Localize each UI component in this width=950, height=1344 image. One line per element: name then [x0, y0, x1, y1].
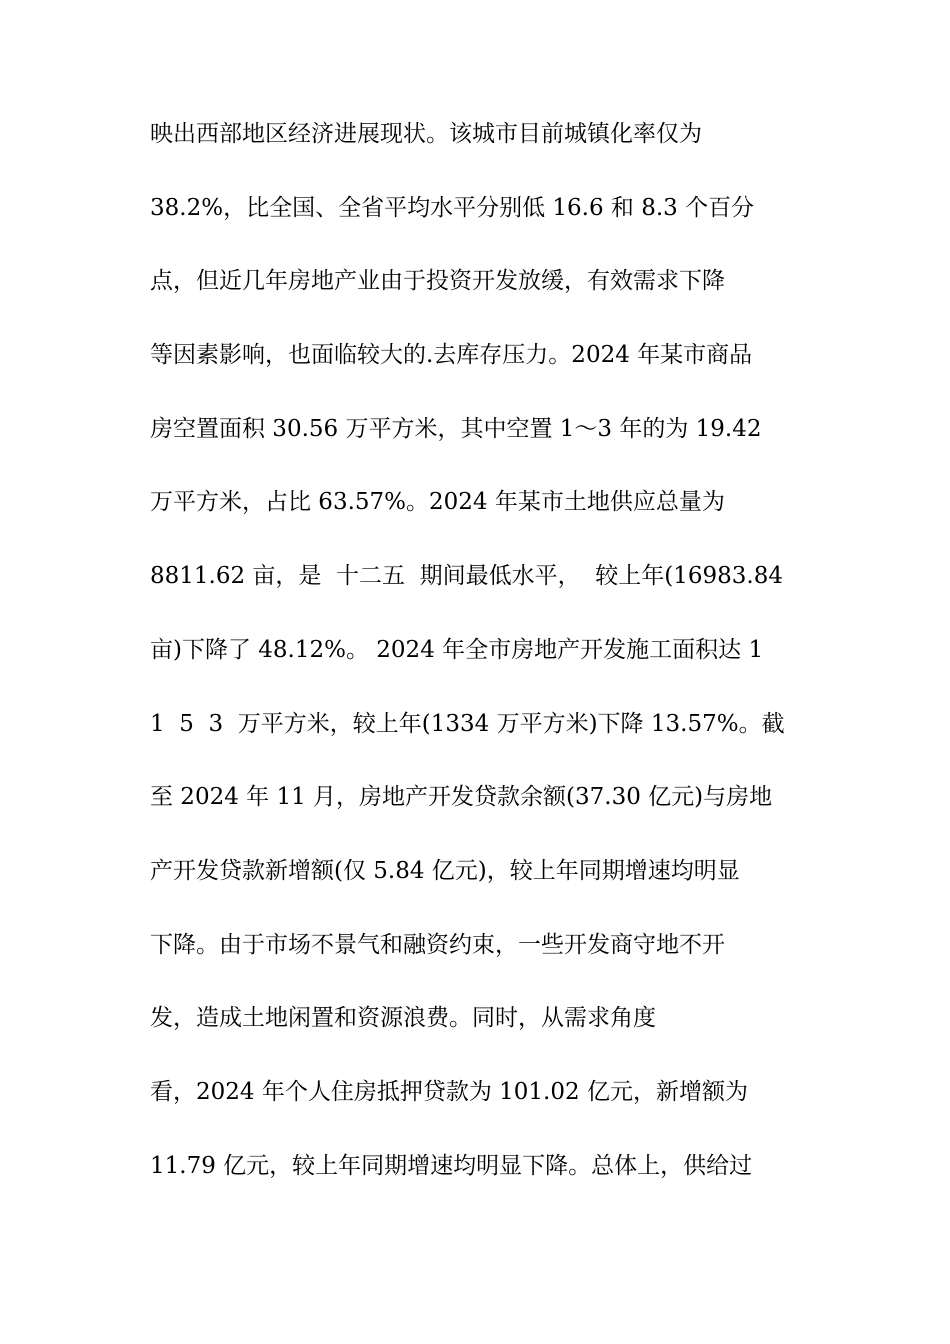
text-line-13: 发，造成土地闲置和资源浪费。同时，从需求角度 — [150, 1005, 656, 1032]
text-line-10: 至 2024 年 11 月，房地产开发贷款余额(37.30 亿元)与房地 — [150, 784, 773, 811]
text-line-11: 产开发贷款新增额(仅 5.84 亿元)，较上年同期增速均明显 — [150, 857, 740, 884]
text-line-8: 亩)下降了 48.12%。 2024 年全市房地产开发施工面积达 1 — [150, 636, 764, 663]
text-line-12: 下降。由于市场不景气和融资约束，一些开发商守地不开 — [150, 931, 725, 958]
text-line-3: 点，但近几年房地产业由于投资开发放缓，有效需求下降 — [150, 268, 725, 295]
text-line-14: 看，2024 年个人住房抵押贷款为 101.02 亿元，新增额为 — [150, 1078, 748, 1105]
text-line-1: 映出西部地区经济进展现状。该城市目前城镇化率仅为 — [150, 121, 702, 147]
text-line-4: 等因素影响，也面临较大的.去库存压力。2024 年某市商品 — [150, 342, 753, 369]
text-line-6: 万平方米，占比 63.57%。2024 年某市土地供应总量为 — [150, 489, 725, 516]
body-text — [150, 98, 810, 1203]
text-line-7: 8811.62 亩，是 十二五 期间最低水平， 较上年(16983.84 — [150, 563, 784, 590]
text-line-9: 1 5 3 万平方米，较上年(1334 万平方米)下降 13.57%。截 — [150, 710, 785, 737]
text-line-2: 38.2%，比全国、全省平均水平分别低 16.6 和 8.3 个百分 — [150, 194, 755, 221]
text-line-5: 房空置面积 30.56 万平方米，其中空置 1～3 年的为 19.42 — [150, 415, 762, 442]
text-line-15: 11.79 亿元，较上年同期增速均明显下降。总体上，供给过 — [150, 1152, 753, 1179]
